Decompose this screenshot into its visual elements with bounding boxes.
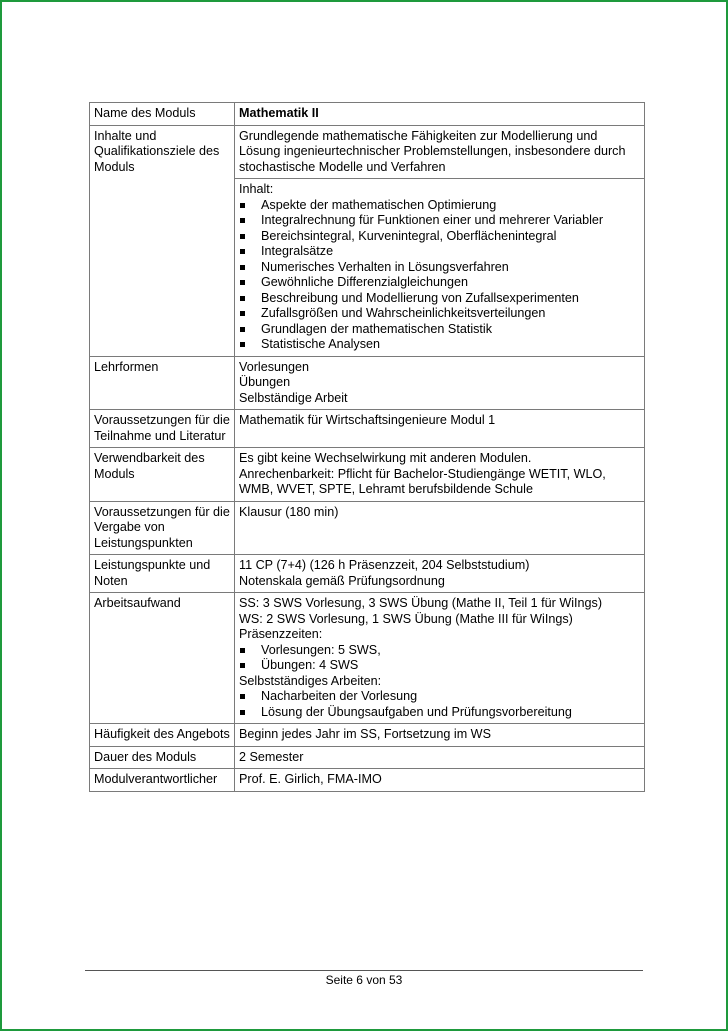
row-label: Lehrformen bbox=[90, 356, 235, 410]
text-line: Notenskala gemäß Prüfungsordnung bbox=[239, 573, 445, 588]
row-label: Häufigkeit des Angebots bbox=[90, 724, 235, 747]
table-row bbox=[90, 448, 645, 502]
teaching-forms bbox=[235, 356, 645, 410]
row-label: Inhalte und Qualifikationsziele des Moduls bbox=[90, 125, 235, 356]
table-row bbox=[90, 501, 645, 555]
footer-divider bbox=[85, 970, 643, 971]
attendance-list bbox=[239, 643, 640, 674]
prerequisites: Mathematik für Wirtschaftsingenieure Modul 1 bbox=[235, 410, 645, 448]
list-item: Aspekte der mathematischen Optimierung bbox=[239, 198, 640, 214]
list-item: Zufallsgrößen und Wahrscheinlichkeitsverteilungen bbox=[239, 306, 640, 322]
text-line: 11 CP (7+4) (126 h Präsenzzeit, 204 Selbststudium) bbox=[239, 558, 530, 572]
text-line: Vorlesungen bbox=[239, 359, 310, 374]
exam: Klausur (180 min) bbox=[235, 501, 645, 555]
content-heading: Inhalt: bbox=[239, 182, 274, 196]
list-item: Integralsätze bbox=[239, 244, 640, 260]
table-row bbox=[90, 356, 645, 410]
table-row bbox=[90, 125, 645, 179]
qualification-goals: Grundlegende mathematische Fähigkeiten zur Modellierung und Lösung ingenieurtechnischer Problemstellungen, insbesondere durch stochastische Modelle und Verfahren bbox=[235, 125, 645, 179]
list-item: Übungen: 4 SWS bbox=[239, 658, 640, 674]
list-item: Integralrechnung für Funktionen einer und mehrerer Variabler bbox=[239, 213, 640, 229]
row-label: Dauer des Moduls bbox=[90, 746, 235, 769]
list-item: Beschreibung und Modellierung von Zufallsexperimenten bbox=[239, 291, 640, 307]
text-line: Selbständige Arbeit bbox=[239, 390, 348, 405]
table-row bbox=[90, 746, 645, 769]
text-line: Übungen bbox=[239, 375, 291, 389]
duration: 2 Semester bbox=[235, 746, 645, 769]
content-cell bbox=[235, 179, 645, 357]
list-item: Lösung der Übungsaufgaben und Prüfungsvorbereitung bbox=[239, 705, 640, 721]
page-number: Seite 6 von 53 bbox=[325, 973, 403, 987]
table-row bbox=[90, 103, 645, 126]
list-item: Vorlesungen: 5 SWS, bbox=[239, 643, 640, 659]
row-label: Voraussetzungen für die Vergabe von Leistungspunkten bbox=[90, 501, 235, 555]
row-label: Arbeitsaufwand bbox=[90, 593, 235, 724]
list-item: Nacharbeiten der Vorlesung bbox=[239, 689, 640, 705]
table-row bbox=[90, 410, 645, 448]
module-owner: Prof. E. Girlich, FMA-IMO bbox=[235, 769, 645, 792]
list-item: Gewöhnliche Differenzialgleichungen bbox=[239, 275, 640, 291]
row-label: Modulverantwortlicher bbox=[90, 769, 235, 792]
module-description-table bbox=[89, 102, 645, 792]
text-line: Es gibt keine Wechselwirkung mit anderen Modulen. bbox=[239, 451, 532, 465]
text-line: Anrechenbarkeit: Pflicht für Bachelor-Studiengänge WETIT, WLO, WMB, WVET, SPTE, Lehramt berufsbildende Schule bbox=[239, 466, 606, 496]
row-label: Verwendbarkeit des Moduls bbox=[90, 448, 235, 502]
text-line: SS: 3 SWS Vorlesung, 3 SWS Übung (Mathe II, Teil 1 für WiIngs) bbox=[239, 596, 603, 610]
content-list bbox=[239, 198, 640, 353]
self-study-list bbox=[239, 689, 640, 720]
table-row bbox=[90, 555, 645, 593]
usability bbox=[235, 448, 645, 502]
module-name: Mathematik II bbox=[235, 103, 645, 126]
list-item: Numerisches Verhalten in Lösungsverfahren bbox=[239, 260, 640, 276]
row-label: Voraussetzungen für die Teilnahme und Literatur bbox=[90, 410, 235, 448]
frequency: Beginn jedes Jahr im SS, Fortsetzung im WS bbox=[235, 724, 645, 747]
list-item: Statistische Analysen bbox=[239, 337, 640, 353]
text-line: WS: 2 SWS Vorlesung, 1 SWS Übung (Mathe III für WiIngs) bbox=[239, 611, 573, 626]
table-row bbox=[90, 593, 645, 724]
list-item: Bereichsintegral, Kurvenintegral, Oberflächenintegral bbox=[239, 229, 640, 245]
table-row bbox=[90, 769, 645, 792]
workload bbox=[235, 593, 645, 724]
text-line: Selbstständiges Arbeiten: bbox=[239, 673, 382, 688]
row-label: Leistungspunkte und Noten bbox=[90, 555, 235, 593]
text-line: Präsenzzeiten: bbox=[239, 627, 323, 641]
row-label: Name des Moduls bbox=[90, 103, 235, 126]
credit-points bbox=[235, 555, 645, 593]
table-row bbox=[90, 724, 645, 747]
list-item: Grundlagen der mathematischen Statistik bbox=[239, 322, 640, 338]
